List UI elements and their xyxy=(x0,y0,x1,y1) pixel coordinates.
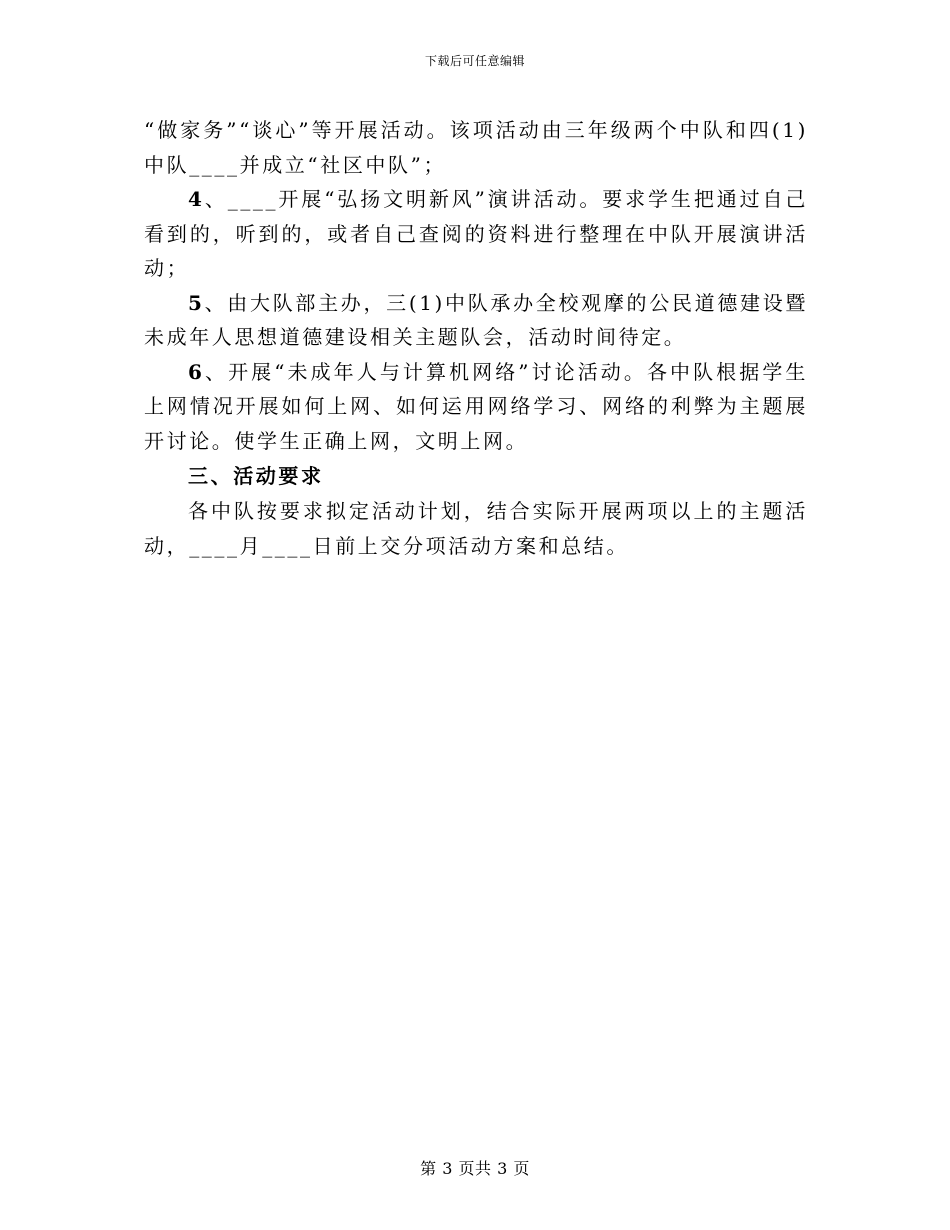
paragraph-item-5 xyxy=(144,286,808,355)
item-text: 、开展“未成年人与计算机网络”讨论活动。各中队根据学生上网情况开展如何上网、如何运用网络学习、网络的利弊为主题展开讨论。使学生正确上网，文明上网。 xyxy=(144,359,808,453)
item-text: 、由大队部主办，三(1)中队承办全校观摩的公民道德建设暨未成年人思想道德建设相关主题队会，活动时间待定。 xyxy=(144,290,808,349)
paragraph-intro: “做家务”“谈心”等开展活动。该项活动由三年级两个中队和四(1)中队____并成立“社区中队”； xyxy=(144,118,808,177)
header-note: 下载后可任意编辑 xyxy=(424,54,525,68)
paragraph-item-6 xyxy=(144,355,808,459)
item-number: 4 xyxy=(188,187,205,211)
paragraph-requirements: 各中队按要求拟定活动计划，结合实际开展两项以上的主题活动，____月____日前上交分项活动方案和总结。 xyxy=(144,499,808,558)
paragraph-item-4 xyxy=(144,182,808,286)
item-number: 5 xyxy=(188,290,205,315)
item-text: 、____开展“弘扬文明新风”演讲活动。要求学生把通过自己看到的，听到的，或者自己查阅的资料进行整理在中队开展演讲活动； xyxy=(144,187,808,280)
document-body xyxy=(144,113,808,563)
item-number: 6 xyxy=(188,359,205,384)
page-footer: 第 3 页共 3 页 xyxy=(420,1159,530,1178)
section-heading: 三、活动要求 xyxy=(188,464,324,488)
